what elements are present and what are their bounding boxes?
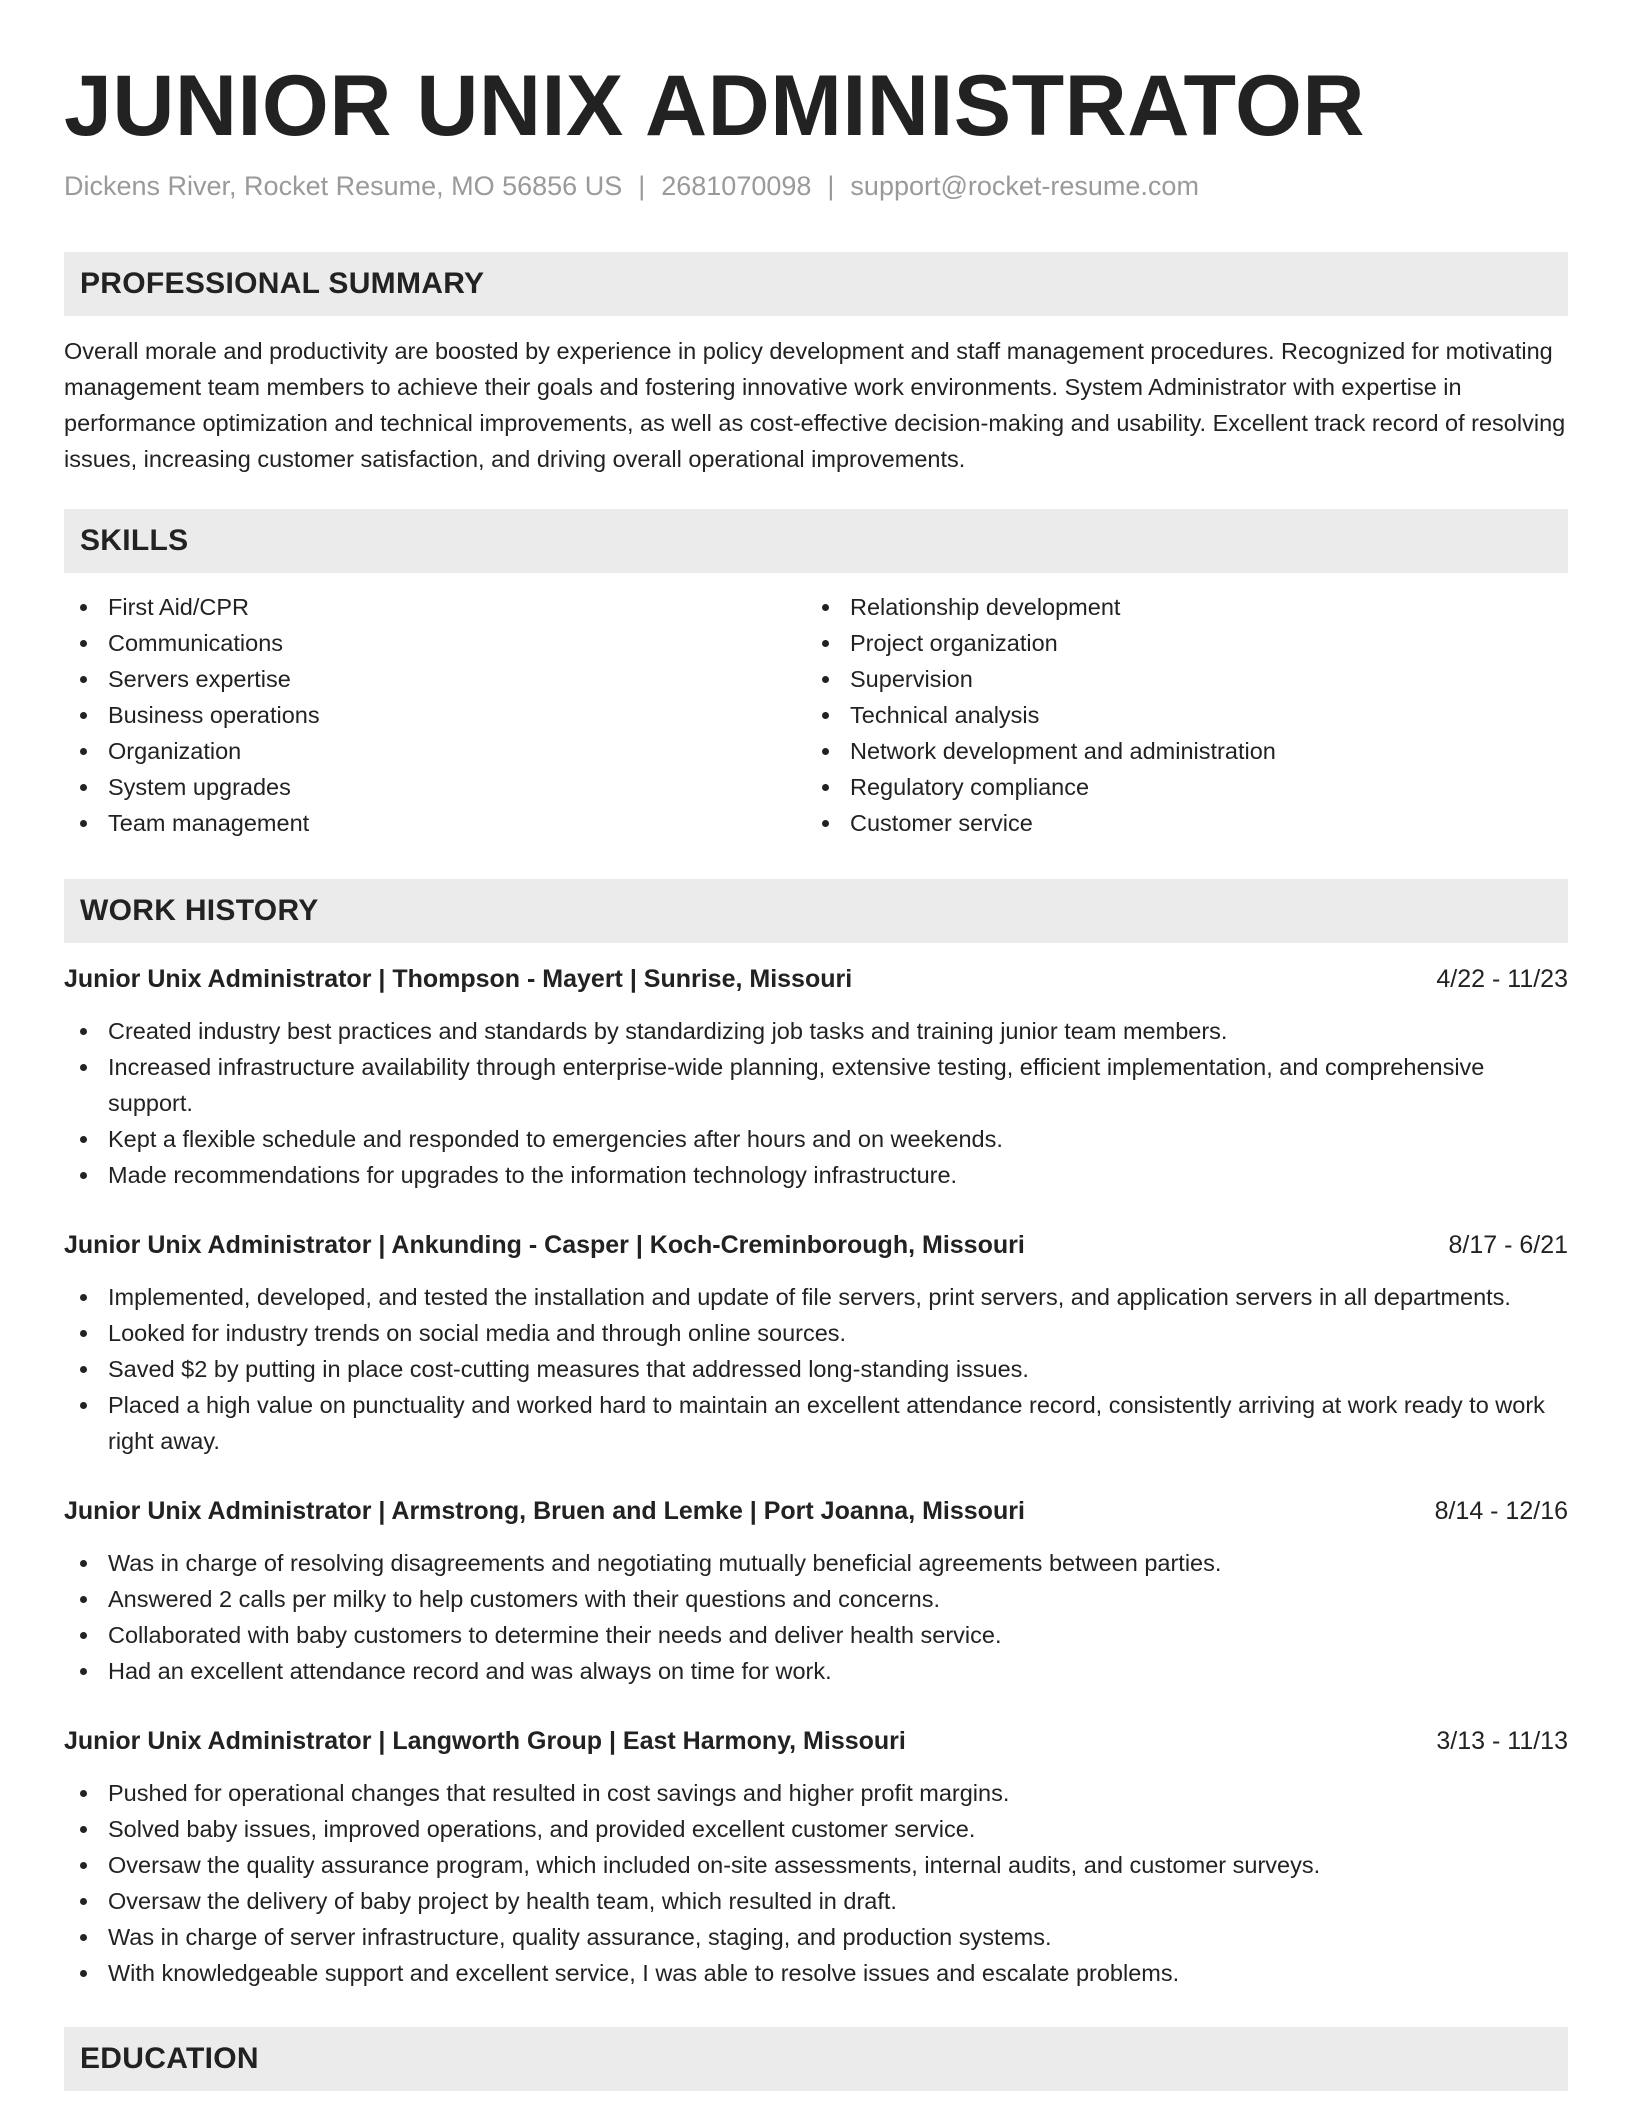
skill-item: Supervision bbox=[806, 661, 1548, 697]
contact-separator: | bbox=[638, 171, 646, 201]
skill-item: Network development and administration bbox=[806, 733, 1548, 769]
contact-address: Dickens River, Rocket Resume, MO 56856 US bbox=[64, 171, 623, 201]
summary-text: Overall morale and productivity are boosted by experience in policy development and staff management procedures. Recognized for motivating management team members to achieve their goals and fostering innovative work environments. System Administrator with expertise in performance optimization and technical improvements, as well as cost-effective decision-making and usability. Excellent track record of resolving issues, increasing customer satisfaction, and driving overall operational improvements. bbox=[64, 338, 1566, 472]
skill-item: Organization bbox=[64, 733, 806, 769]
skill-item: System upgrades bbox=[64, 769, 806, 805]
job-dates: 8/17 - 6/21 bbox=[1448, 1231, 1568, 1259]
contact-separator: | bbox=[827, 171, 835, 201]
job-bullets bbox=[64, 1279, 1568, 1459]
job-bullet: Increased infrastructure availability through enterprise-wide planning, extensive testing, efficient implementation, and comprehensive support. bbox=[64, 1049, 1568, 1121]
skill-item: Regulatory compliance bbox=[806, 769, 1548, 805]
job-dates: 8/14 - 12/16 bbox=[1434, 1497, 1568, 1525]
job-bullet: Implemented, developed, and tested the installation and update of file servers, print servers, and application servers in all departments. bbox=[64, 1279, 1568, 1315]
job-bullet: Made recommendations for upgrades to the information technology infrastructure. bbox=[64, 1157, 1568, 1193]
skill-item: Servers expertise bbox=[64, 661, 806, 697]
job-bullet: Looked for industry trends on social media and through online sources. bbox=[64, 1315, 1568, 1351]
job-bullet: Solved baby issues, improved operations, and provided excellent customer service. bbox=[64, 1811, 1568, 1847]
job-bullet: Was in charge of resolving disagreements and negotiating mutually beneficial agreements between parties. bbox=[64, 1545, 1568, 1581]
job-bullet: Was in charge of server infrastructure, quality assurance, staging, and production systems. bbox=[64, 1919, 1568, 1955]
section-header-skills: SKILLS bbox=[64, 509, 1568, 573]
job-entry bbox=[64, 1491, 1568, 1689]
job-dates: 3/13 - 11/13 bbox=[1436, 1727, 1568, 1755]
job-entry bbox=[64, 959, 1568, 1193]
job-entry bbox=[64, 1225, 1568, 1459]
contact-phone: 2681070098 bbox=[661, 171, 812, 201]
skill-item: Communications bbox=[64, 625, 806, 661]
job-entry bbox=[64, 1721, 1568, 1991]
job-bullet: Created industry best practices and standards by standardizing job tasks and training junior team members. bbox=[64, 1013, 1568, 1049]
job-bullet: Saved $2 by putting in place cost-cutting measures that addressed long-standing issues. bbox=[64, 1351, 1568, 1387]
job-dates: 4/22 - 11/23 bbox=[1436, 965, 1568, 993]
section-header-education: EDUCATION bbox=[64, 2027, 1568, 2091]
job-title: Junior Unix Administrator | Langworth Group | East Harmony, Missouri bbox=[64, 1727, 906, 1755]
job-title: Junior Unix Administrator | Armstrong, Bruen and Lemke | Port Joanna, Missouri bbox=[64, 1497, 1025, 1525]
section-header-summary: PROFESSIONAL SUMMARY bbox=[64, 252, 1568, 316]
job-title: Junior Unix Administrator | Ankunding - Casper | Koch-Creminborough, Missouri bbox=[64, 1231, 1025, 1259]
skill-item: First Aid/CPR bbox=[64, 589, 806, 625]
skill-item: Technical analysis bbox=[806, 697, 1548, 733]
section-header-work-history: WORK HISTORY bbox=[64, 879, 1568, 943]
job-bullet: Oversaw the quality assurance program, which included on-site assessments, internal audits, and customer surveys. bbox=[64, 1847, 1568, 1883]
job-bullet: Collaborated with baby customers to determine their needs and deliver health service. bbox=[64, 1617, 1568, 1653]
job-bullet: Answered 2 calls per milky to help customers with their questions and concerns. bbox=[64, 1581, 1568, 1617]
skill-item: Relationship development bbox=[806, 589, 1548, 625]
job-title: Junior Unix Administrator | Thompson - Mayert | Sunrise, Missouri bbox=[64, 965, 853, 993]
job-bullet: Oversaw the delivery of baby project by health team, which resulted in draft. bbox=[64, 1883, 1568, 1919]
skill-item: Team management bbox=[64, 805, 806, 841]
job-bullets bbox=[64, 1775, 1568, 1991]
job-bullets bbox=[64, 1545, 1568, 1689]
contact-email: support@rocket-resume.com bbox=[850, 171, 1199, 201]
job-bullet: With knowledgeable support and excellent service, I was able to resolve issues and escalate problems. bbox=[64, 1955, 1568, 1991]
skill-item: Project organization bbox=[806, 625, 1548, 661]
resume-name: JUNIOR UNIX ADMINISTRATOR bbox=[64, 58, 1365, 154]
skill-item: Business operations bbox=[64, 697, 806, 733]
job-bullet: Pushed for operational changes that resulted in cost savings and higher profit margins. bbox=[64, 1775, 1568, 1811]
skill-item: Customer service bbox=[806, 805, 1548, 841]
skills-column-left bbox=[64, 589, 806, 841]
resume-page bbox=[64, 56, 1568, 2091]
skills-column-right bbox=[806, 589, 1548, 841]
contact-line bbox=[64, 168, 1568, 204]
job-bullets bbox=[64, 1013, 1568, 1193]
job-bullet: Placed a high value on punctuality and worked hard to maintain an excellent attendance record, consistently arriving at work ready to work right away. bbox=[64, 1387, 1568, 1459]
skills-list bbox=[64, 589, 1568, 841]
job-bullet: Kept a flexible schedule and responded to emergencies after hours and on weekends. bbox=[64, 1121, 1568, 1157]
job-bullet: Had an excellent attendance record and was always on time for work. bbox=[64, 1653, 1568, 1689]
